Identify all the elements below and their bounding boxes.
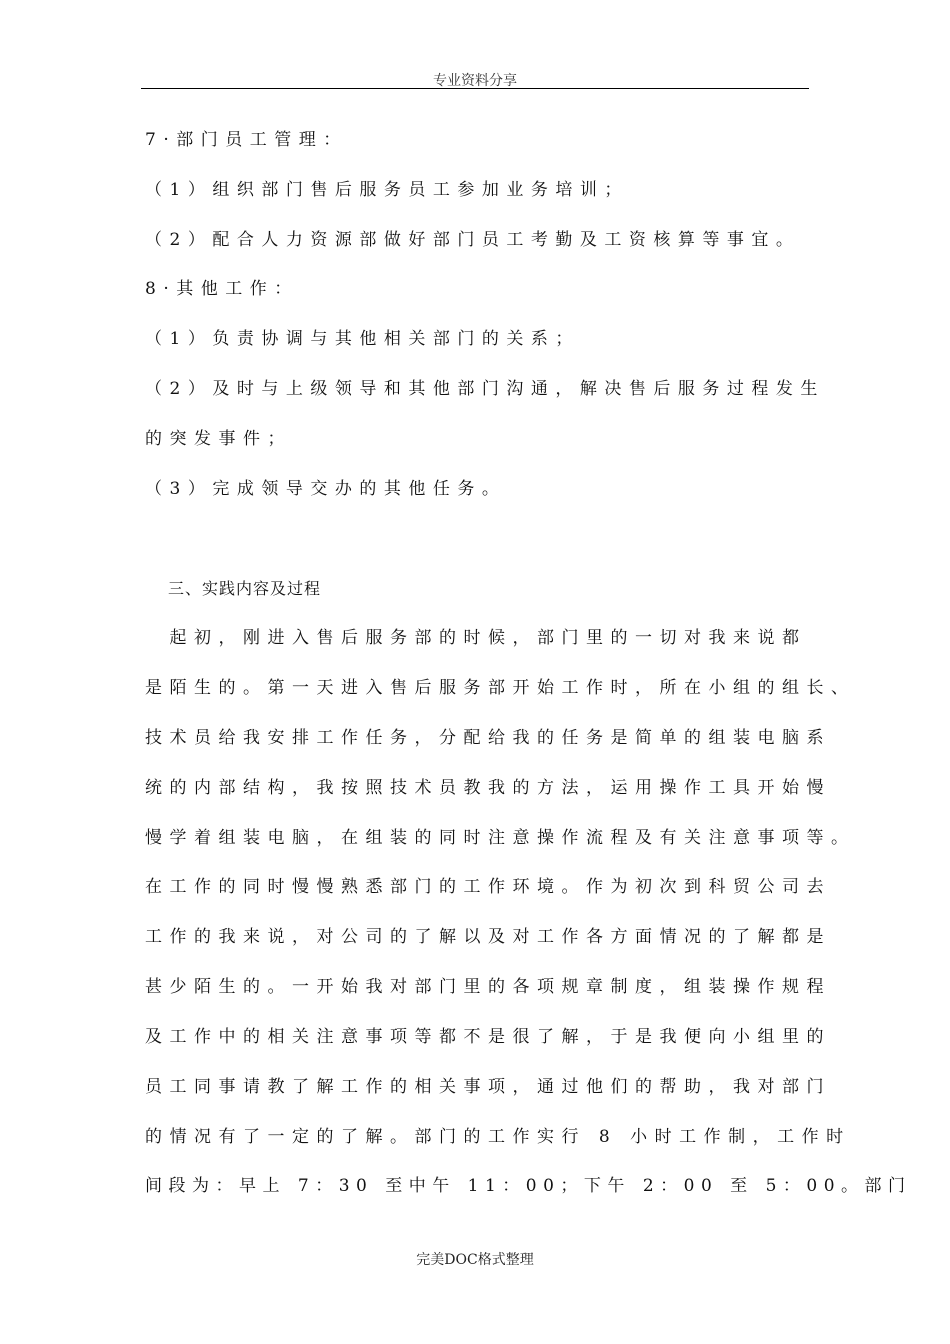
text-line: 统的内部结构，我按照技术员教我的方法，运用操作工具开始慢 bbox=[145, 778, 831, 798]
text-line: 是陌生的。第一天进入售后服务部开始工作时，所在小组的组长、 bbox=[145, 678, 856, 698]
text-line: （1）负责协调与其他相关部门的关系； bbox=[145, 329, 580, 349]
text-line: （2）配合人力资源部做好部门员工考勤及工资核算等事宜。 bbox=[145, 230, 801, 250]
text-line: 8·其他工作： bbox=[145, 279, 299, 299]
text-line: 的突发事件； bbox=[145, 429, 292, 449]
text-line: （1）组织部门售后服务员工参加业务培训； bbox=[145, 180, 629, 200]
text-line: 的情况有了一定的了解。部门的工作实行 8 小时工作制，工作时 bbox=[145, 1127, 851, 1147]
text-line: 甚少陌生的。一开始我对部门里的各项规章制度，组装操作规程 bbox=[145, 977, 831, 997]
text-line: （2）及时与上级领导和其他部门沟通，解决售后服务过程发生 bbox=[145, 379, 825, 399]
text-line: 工作的我来说，对公司的了解以及对工作各方面情况的了解都是 bbox=[145, 927, 831, 947]
text-line: 慢学着组装电脑，在组装的同时注意操作流程及有关注意事项等。 bbox=[145, 828, 856, 848]
text-line: （3）完成领导交办的其他任务。 bbox=[145, 479, 507, 499]
text-line: 员工同事请教了解工作的相关事项，通过他们的帮助，我对部门 bbox=[145, 1077, 831, 1097]
header-rule bbox=[141, 88, 809, 89]
text-line: 技术员给我安排工作任务，分配给我的任务是简单的组装电脑系 bbox=[145, 728, 831, 748]
text-line: 7·部门员工管理： bbox=[145, 130, 348, 150]
text-line: 在工作的同时慢慢熟悉部门的工作环境。作为初次到科贸公司去 bbox=[145, 877, 831, 897]
text-line: 起初，刚进入售后服务部的时候，部门里的一切对我来说都 bbox=[145, 628, 807, 648]
section-title: 三、实践内容及过程 bbox=[168, 579, 322, 598]
page-footer: 完美DOC格式整理 bbox=[416, 1252, 534, 1268]
page-header: 专业资料分享 bbox=[433, 73, 517, 89]
text-line: 间段为：早上 7：30 至中午 11：00；下午 2：00 至 5：00。部门 bbox=[145, 1176, 912, 1196]
text-line: 及工作中的相关注意事项等都不是很了解，于是我便向小组里的 bbox=[145, 1027, 831, 1047]
